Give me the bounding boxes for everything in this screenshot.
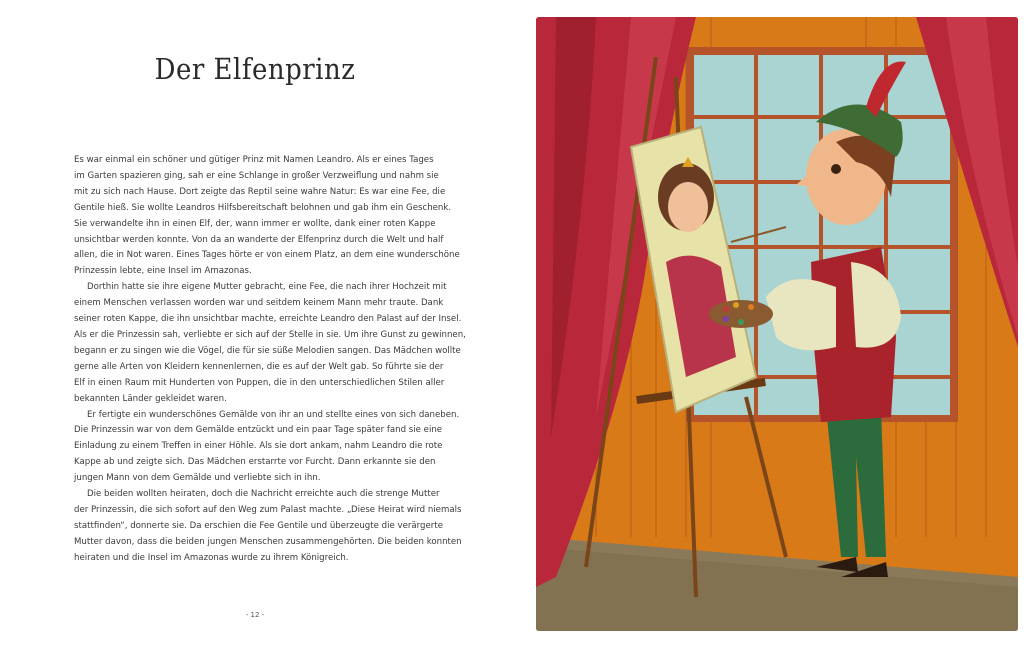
text-line: mit zu sich nach Hause. Dort zeigte das Reptil seine wahre Natur: Es war eine Fee, die [74, 186, 446, 197]
text-line: heiraten und die Insel im Amazonas wurde zu ihrem Königreich. [74, 552, 349, 563]
text-line: im Garten spazieren ging, sah er eine Schlange in großer Verzweiflung und nahm sie [74, 170, 439, 181]
text-line: seiner roten Kappe, die ihn unsichtbar machte, erreichte Leandro den Palast auf der Insel. [74, 314, 462, 325]
text-line: stattfinden“, donnerte sie. Da erschien die Fee Gentile und überzeugte die verärgerte [74, 520, 443, 531]
text-line: Sie verwandelte ihn in einen Elf, der, wann immer er wollte, dank einer roten Kappe [74, 218, 436, 229]
text-line: bekannten Länder gekleidet waren. [74, 393, 227, 404]
text-line: unsichtbar werden konnte. Von da an wanderte der Elfenprinz durch die Welt und half [74, 234, 444, 245]
story-illustration [536, 17, 1018, 631]
text-line: der Prinzessin, die sich sofort auf den Weg zum Palast machte. „Diese Heirat wird niemals [74, 504, 462, 515]
text-line: Elf in einen Raum mit Hunderten von Puppen, die in den unterschiedlichen Stilen aller [74, 377, 445, 388]
text-line: Als er die Prinzessin sah, verliebte er sich auf der Stelle in sie. Um ihre Gunst zu gewinnen, [74, 329, 466, 340]
text-line: Kappe ab und zeigte sich. Das Mädchen erstarrte vor Furcht. Dann erkannte sie den [74, 457, 436, 468]
text-line: allen, die in Not waren. Eines Tages hörte er von einem Platz, an dem eine wunderschöne [74, 250, 460, 261]
text-line: jungen Mann von dem Gemälde und verliebte sich in ihn. [74, 473, 321, 484]
text-line: Mutter davon, dass die beiden jungen Menschen zusammengehörten. Die beiden konnten [74, 536, 462, 547]
page-number: - 12 - [245, 611, 265, 619]
text-line: Die Prinzessin war von dem Gemälde entzückt und ein paar Tage später fand sie eine [74, 425, 443, 436]
text-line: begann er zu singen wie die Vögel, die für sie süße Melodien sangen. Das Mädchen wollte [74, 345, 461, 356]
text-line: Dorthin hatte sie ihre eigene Mutter gebracht, eine Fee, die nach ihrer Hochzeit mit [87, 282, 447, 293]
text-line: Es war einmal ein schöner und gütiger Prinz mit Namen Leandro. Als er eines Tages [74, 155, 434, 165]
text-line: Gentile hieß. Sie wollte Leandros Hilfsbereitschaft belohnen und gab ihm ein Geschenk. [74, 202, 452, 213]
text-line: Prinzessin lebte, eine Insel im Amazonas. [74, 266, 252, 277]
text-line: gerne alle Arten von Kleidern kennenlernen, die es auf der Welt gab. So führte sie der [74, 361, 444, 372]
text-line: Die beiden wollten heiraten, doch die Nachricht erreichte auch die strenge Mutter [87, 489, 440, 500]
story-text [74, 153, 466, 567]
text-line: einem Menschen verlassen worden war und seitdem keinem Mann mehr traute. Dank [74, 298, 444, 309]
text-line: Er fertigte ein wunderschönes Gemälde von ihr an und stellte eines von sich daneben. [87, 409, 460, 420]
text-line: Einladung zu einem Treffen in einer Höhle. Als sie dort ankam, nahm Leandro die rote [74, 441, 443, 452]
page-title: Der Elfenprinz [154, 53, 356, 87]
